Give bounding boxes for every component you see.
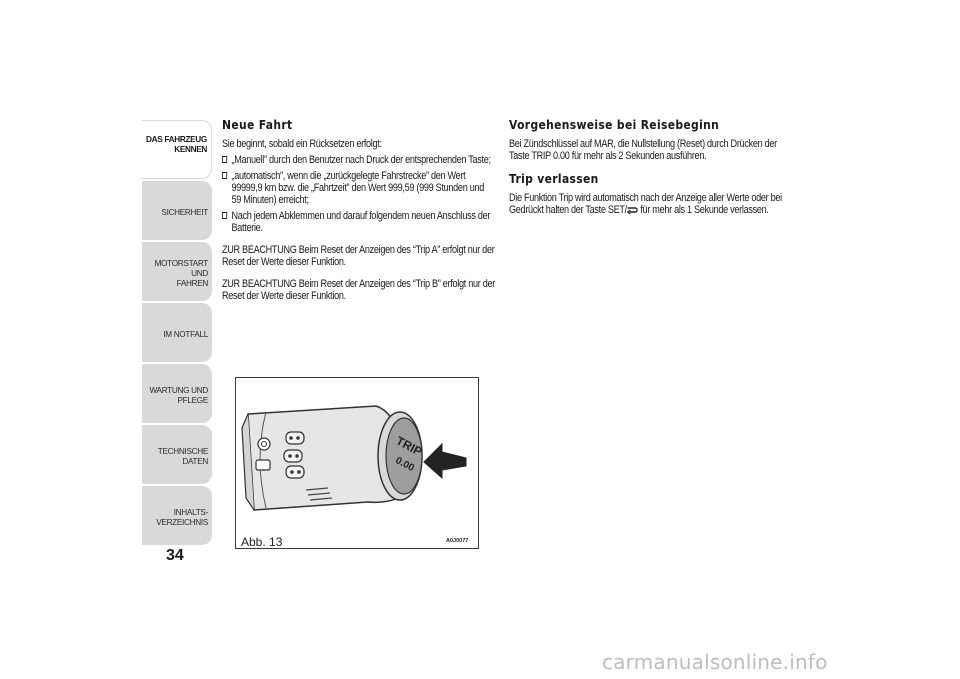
tab-technische-daten[interactable]	[142, 425, 212, 484]
return-arrow-icon	[627, 206, 638, 214]
figure-code: A0J0077	[446, 538, 469, 544]
section-heading-neue-fahrt: Neue Fahrt	[222, 117, 293, 132]
trip-button-value: 0.00	[393, 455, 416, 475]
tab-label: IM NOTFALL	[163, 329, 208, 339]
left-column	[222, 118, 495, 312]
tab-wartung-und-pflege[interactable]	[142, 364, 212, 423]
tab-sicherheit[interactable]	[142, 181, 212, 240]
tab-im-notfall[interactable]	[142, 303, 212, 362]
page-number: 34	[166, 547, 184, 564]
steering-column-stalk-illustration	[236, 378, 478, 548]
list-item: „automatisch”, wenn die „zurückgelegte Fahrstrecke” den Wert 99999,9 km bzw. die „Fahrtzeit” den Wert 999,59 (999 Stunden und 59 Minuten) erreicht;	[222, 170, 495, 206]
tab-label: MOTORSTART UND FAHREN	[154, 258, 208, 288]
tab-inhaltsverzeichnis[interactable]	[142, 486, 212, 545]
note-trip-a: ZUR BEACHTUNG Beim Reset der Anzeigen des “Trip A” erfolgt nur der Reset der Werte dieser Funktion.	[222, 244, 495, 268]
paragraph-reisebeginn: Bei Zündschlüssel auf MAR, die Nullstellung (Reset) durch Drücken der Taste TRIP 0.00 für mehr als 2 Sekunden ausführen.	[509, 138, 777, 162]
note-trip-b: ZUR BEACHTUNG Beim Reset der Anzeigen des “Trip B” erfolgt nur der Reset der Werte dieser Funktion.	[222, 278, 495, 302]
tab-label: DAS FAHRZEUG KENNEN	[146, 135, 207, 154]
figure-caption: Abb. 13	[241, 535, 283, 549]
right-column	[509, 118, 793, 226]
section-heading-reisebeginn: Vorgehensweise bei Reisebeginn	[509, 117, 720, 132]
list-item: Nach jedem Abklemmen und darauf folgendem neuen Anschluss der Batterie.	[222, 210, 495, 234]
tab-motorstart-und-fahren[interactable]	[142, 242, 212, 301]
arrow-pointer-icon	[424, 444, 466, 478]
bullet-box-icon	[222, 172, 227, 179]
tab-label: WARTUNG UND PFLEGE	[149, 385, 208, 405]
watermark: carmanualsonline.info	[602, 650, 828, 674]
bullet-box-icon	[222, 156, 227, 163]
list-item: „Manuell” durch den Benutzer nach Druck der entsprechenden Taste;	[222, 154, 495, 166]
paragraph-trip-verlassen: Die Funktion Trip wird automatisch nach der Anzeige aller Werte oder bei Gedrückt halten der Taste SET/ für mehr als 1 Sekunde verlassen.	[509, 192, 782, 216]
trip-button-label: TRIP	[393, 433, 425, 459]
section-heading-trip-verlassen: Trip verlassen	[509, 171, 599, 186]
tab-label: INHALTS- VERZEICHNIS	[156, 507, 208, 527]
figure-trip-button	[235, 377, 479, 549]
intro-text: Sie beginnt, sobald ein Rücksetzen erfolgt:	[222, 138, 382, 150]
tab-label: TECHNISCHE DATEN	[157, 446, 208, 466]
bullet-box-icon	[222, 212, 227, 219]
tab-label: SICHERHEIT	[161, 207, 208, 217]
tab-das-fahrzeug-kennen[interactable]	[142, 120, 212, 179]
